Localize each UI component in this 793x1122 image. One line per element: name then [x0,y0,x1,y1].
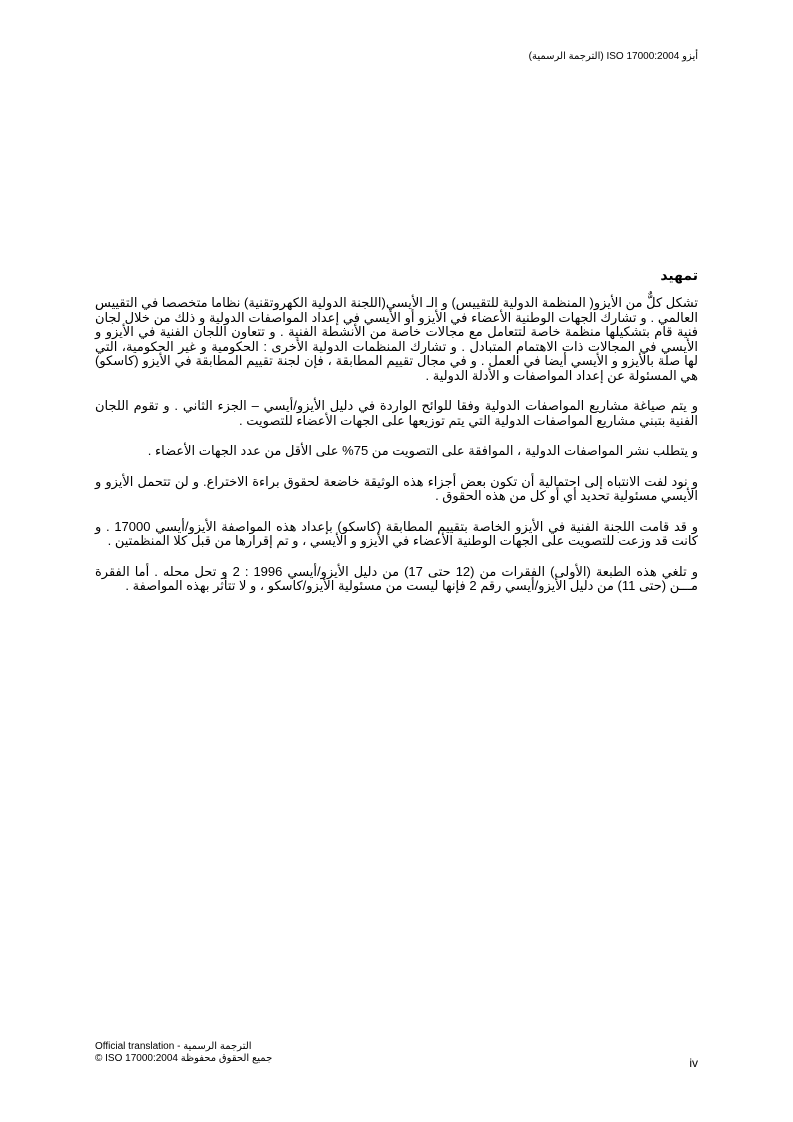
footer [95,1041,335,1065]
paragraph-casco-preparation: و قد قامت اللجنة الفنية في الأيزو الخاصة بتقييم المطابقة (كاسكو) بإعداد هذه المواصفة الأيزو/أيسي 17000 . و كانت قد وزعت للتصويت على الجهات الوطنية الأعضاء في الأيزو و الأيسي ، و تم إقرارها من قبل كلا المنظمتين . [95,518,698,548]
header-document-reference: أيزو ISO 17000:2004 (الترجمة الرسمية) [528,51,698,62]
document-body [95,296,698,610]
paragraph-edition-cancellation: و تلغي هذه الطبعة (الأولى) الفقرات من (12 حتى 17) من دليل الأيزو/أيسي 1996 : 2 و تحل محله . أما الفقرة مـــن (حتى 11) من دليل الأيزو/أيسي رقم 2 فإنها ليست من مسئولية الأيزو/كاسكو ، و لا تتأثر بهذه المواصفة . [95,563,699,593]
footer-copyright: © ISO 17000:2004 جميع الحقوق محفوظة [95,1053,273,1064]
paragraph-publication-vote: و يتطلب نشر المواصفات الدولية ، الموافقة على التصويت من 75% على الأقل من عدد الجهات الأعضاء . [147,443,698,458]
page-number: iv [689,1056,698,1070]
footer-translation-label: Official translation - الترجمة الرسمية [95,1041,252,1052]
paragraph-organizations: تشكل كلٌّ من الأيزو( المنظمة الدولية للتقييس) و الـ الأيسي(اللجنة الدولية الكهروتقنية) نظاما متخصصا في التقييس العالمي . و تشارك الجهات الوطنية الأعضاء في الأيزو أو الأيسي في إعداد المواصفات الدولية و ذلك من خلال لجان فنية قام بتشكيلها منظمة خاصة لتتعامل مع مجالات خاصة من الأنشطة الفنية . و تتعاون اللجان الفنية في الأيزو و الأيسي في المجالات ذات الاهتمام المتبادل . و تشارك المنظمات الدولية الأخرى : الحكومية و غير الحكومية، التي لها صلة بالأيزو و الأيسي أيضا في العمل . و في مجال تقييم المطابقة ، فإن لجنة تقييم المطابقة في الأيزو (كاسكو) هي المسئولة عن إعداد المواصفات و الأدلة الدولية . [95,295,698,383]
page-title: تمهيد [660,267,698,283]
paragraph-patent-rights: و نود لفت الانتباه إلى احتمالية أن تكون بعض أجزاء هذه الوثيقة خاضعة لحقوق براءة الاختراع. و لن تتحمل الأيزو و الأيسي مسئولية تحديد أي أو كل من هذه الحقوق . [95,473,698,503]
paragraph-drafting-rules: و يتم صياغة مشاريع المواصفات الدولية وفقا للوائح الواردة في دليل الأيزو/أيسي – الجزء الثاني . و تقوم اللجان الفنية بتبني مشاريع المواصفات الدولية التي يتم توزيعها على الجهات الأعضاء للتصويت . [95,398,698,428]
